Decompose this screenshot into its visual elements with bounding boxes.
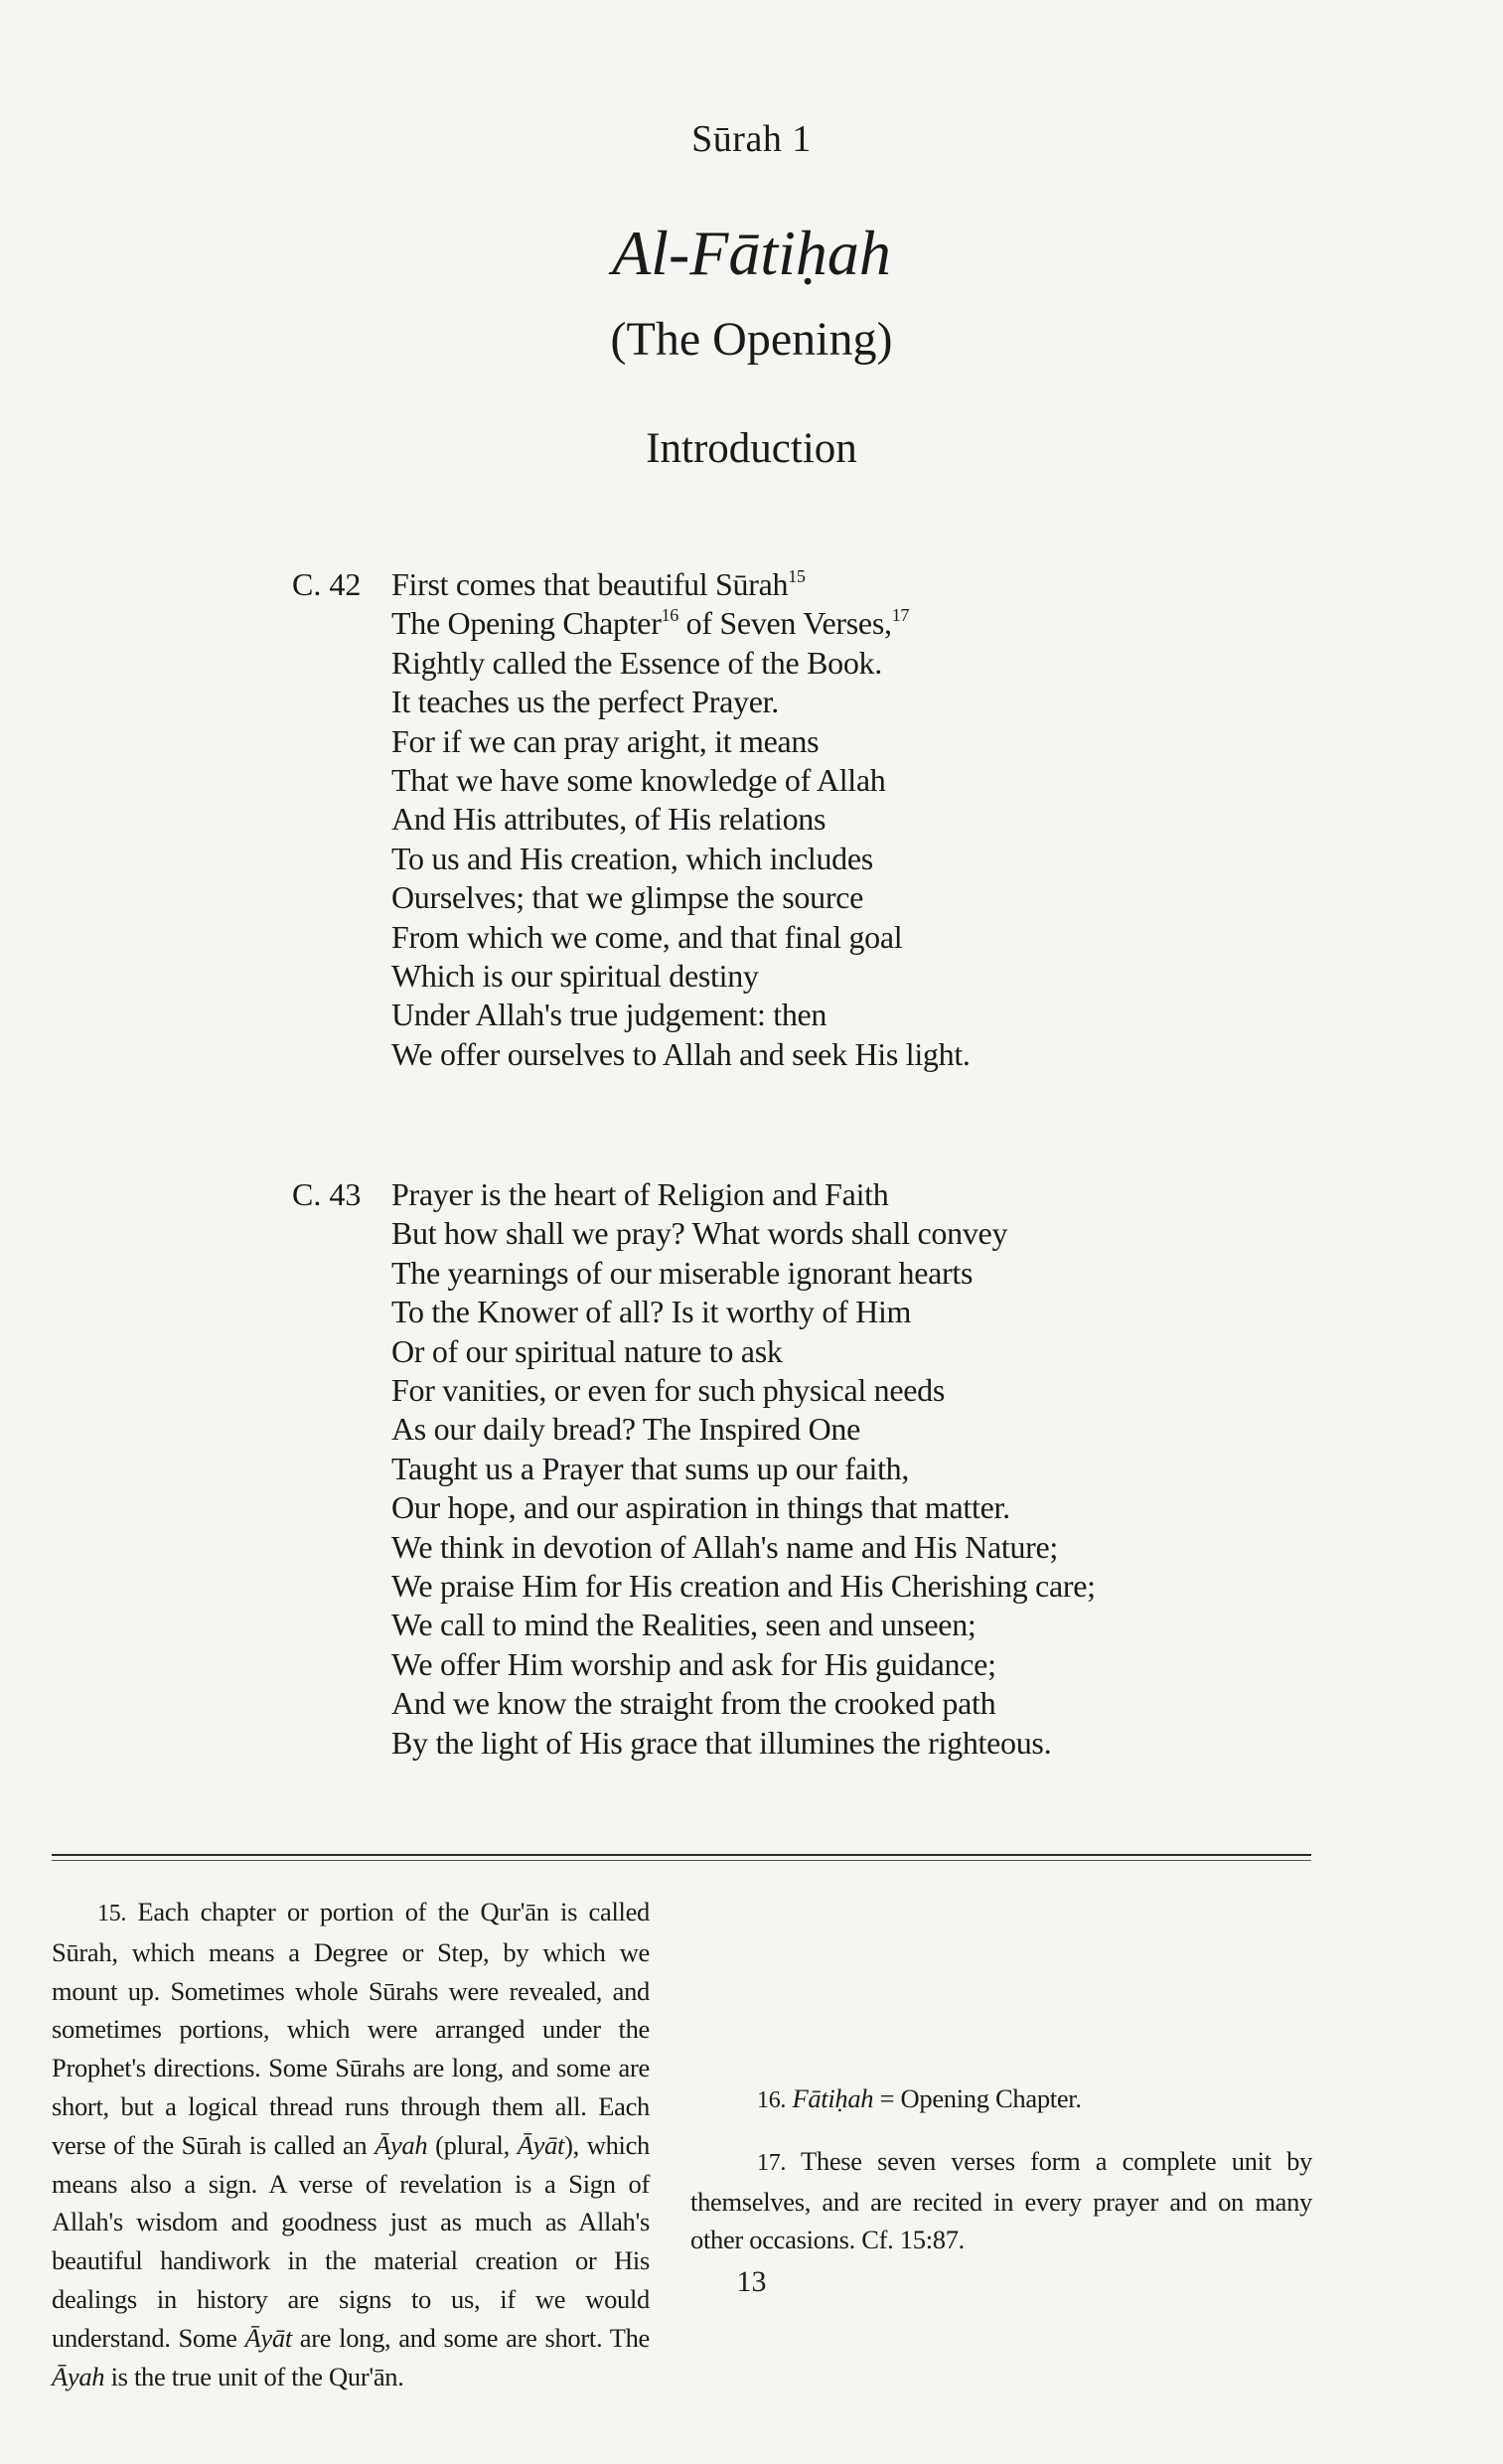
stanza-line: It teaches us the perfect Prayer. — [391, 684, 779, 720]
section-heading: Introduction — [646, 425, 857, 472]
stanza-line: Ourselves; that we glimpse the source — [391, 879, 863, 916]
footnote-term: Āyāt — [244, 2322, 292, 2353]
footnote-15 — [52, 1893, 650, 2395]
stanza-line: Rightly called the Essence of the Book. — [391, 644, 882, 681]
footnote-text: These seven verses form a complete unit by themselves, and are recited in every prayer and on many other occasions. Cf. 15:87. — [690, 2145, 1312, 2255]
page-number: 13 — [736, 2265, 767, 2298]
surah-title: Al-Fātiḥah — [612, 218, 891, 288]
stanza-line: We call to mind the Realities, seen and unseen; — [391, 1607, 977, 1643]
line-text: First comes that beautiful Sūrah — [391, 566, 789, 602]
stanza-line — [391, 565, 971, 604]
footnote-term: Āyāt — [517, 2129, 565, 2160]
stanza-lines — [391, 1175, 1096, 1763]
footnote-17 — [690, 2142, 1312, 2259]
stanza-line: That we have some knowledge of Allah — [391, 762, 886, 799]
stanza-line: By the light of His grace that illumines the righteous. — [391, 1724, 1052, 1761]
footnote-text: is the true unit of the Qur'ān. — [104, 2361, 404, 2391]
stanza-line: We offer Him worship and ask for His guidance; — [391, 1645, 996, 1682]
stanza-line: Our hope, and our aspiration in things that matter. — [391, 1489, 1010, 1526]
footnote-column-right — [690, 2079, 1312, 2259]
footnote-number: 16. — [757, 2087, 787, 2113]
footnote-number: 17. — [757, 2149, 787, 2176]
footnote-term: Āyah — [375, 2129, 428, 2160]
stanza-line: Under Allah's true judgement: then — [391, 997, 827, 1033]
footnote-text: = Opening Chapter. — [873, 2083, 1082, 2113]
footnote-ref[interactable]: 15 — [788, 566, 806, 586]
footnote-16 — [690, 2079, 1312, 2120]
stanza-line: To the Knower of all? Is it worthy of Him — [391, 1294, 912, 1330]
stanza-line — [391, 604, 971, 643]
footnote-divider-thin — [52, 1860, 1311, 1861]
footnote-text: are long, and some are short. The — [291, 2322, 651, 2353]
stanza-line: For vanities, or even for such physical needs — [391, 1372, 946, 1409]
stanza-line: Taught us a Prayer that sums up our faith, — [391, 1450, 910, 1486]
stanza-line: But how shall we pray? What words shall convey — [391, 1215, 1008, 1252]
stanza-label: C. 42 — [292, 566, 362, 602]
footnote-text: (plural, — [427, 2129, 518, 2160]
surah-number-label: Sūrah 1 — [691, 118, 812, 160]
footnote-divider — [52, 1854, 1311, 1856]
footnote-ref[interactable]: 16 — [661, 605, 678, 626]
stanza-line: Which is our spiritual destiny — [391, 958, 759, 995]
stanza-line: From which we come, and that final goal — [391, 918, 903, 955]
stanza-label: C. 43 — [292, 1176, 362, 1212]
stanza-line: We think in devotion of Allah's name and His Nature; — [391, 1528, 1059, 1565]
footnote-number: 15. — [97, 1901, 127, 1926]
stanza-lines — [391, 565, 971, 1074]
stanza-line: And His attributes, of His relations — [391, 801, 827, 838]
stanza-line: And we know the straight from the crooked path — [391, 1685, 996, 1722]
footnote-text: ), which means also a sign. A verse of revelation is a Sign of Allah's wisdom and goodness just as much as Allah's beautiful handiwork in the material creation or His dealings in history are signs to us, if we would understand. Some — [52, 2129, 650, 2353]
surah-subtitle: (The Opening) — [610, 313, 893, 366]
line-text: of Seven Verses, — [677, 605, 892, 642]
stanza-line: Or of our spiritual nature to ask — [391, 1332, 783, 1369]
stanza-line: The yearnings of our miserable ignorant hearts — [391, 1254, 974, 1291]
footnote-term: Fātiḥah — [792, 2083, 874, 2113]
footnote-text: Each chapter or portion of the Qur'ān is called Sūrah, which means a Degree or Step, by which we mount up. Sometimes whole Sūrahs were revealed, and sometimes portions, which were arranged under the Prophet's directions. Some Sūrahs are long, and some are short, but a logical thread runs through them all. Each verse of the Sūrah is called an — [52, 1897, 650, 2160]
line-text: The Opening Chapter — [391, 605, 662, 642]
stanza-line: For if we can pray aright, it means — [391, 722, 820, 759]
stanza-line: To us and His creation, which includes — [391, 840, 873, 876]
footnote-column-left — [52, 1893, 650, 2395]
footnote-term: Āyah — [52, 2361, 105, 2391]
stanza-line: We praise Him for His creation and His Cherishing care; — [391, 1568, 1096, 1605]
stanza-line: Prayer is the heart of Religion and Faith — [391, 1176, 889, 1212]
footnote-ref[interactable]: 17 — [891, 605, 910, 626]
stanza-line: We offer ourselves to Allah and seek His light. — [391, 1035, 971, 1072]
stanza-line: As our daily bread? The Inspired One — [391, 1411, 861, 1448]
